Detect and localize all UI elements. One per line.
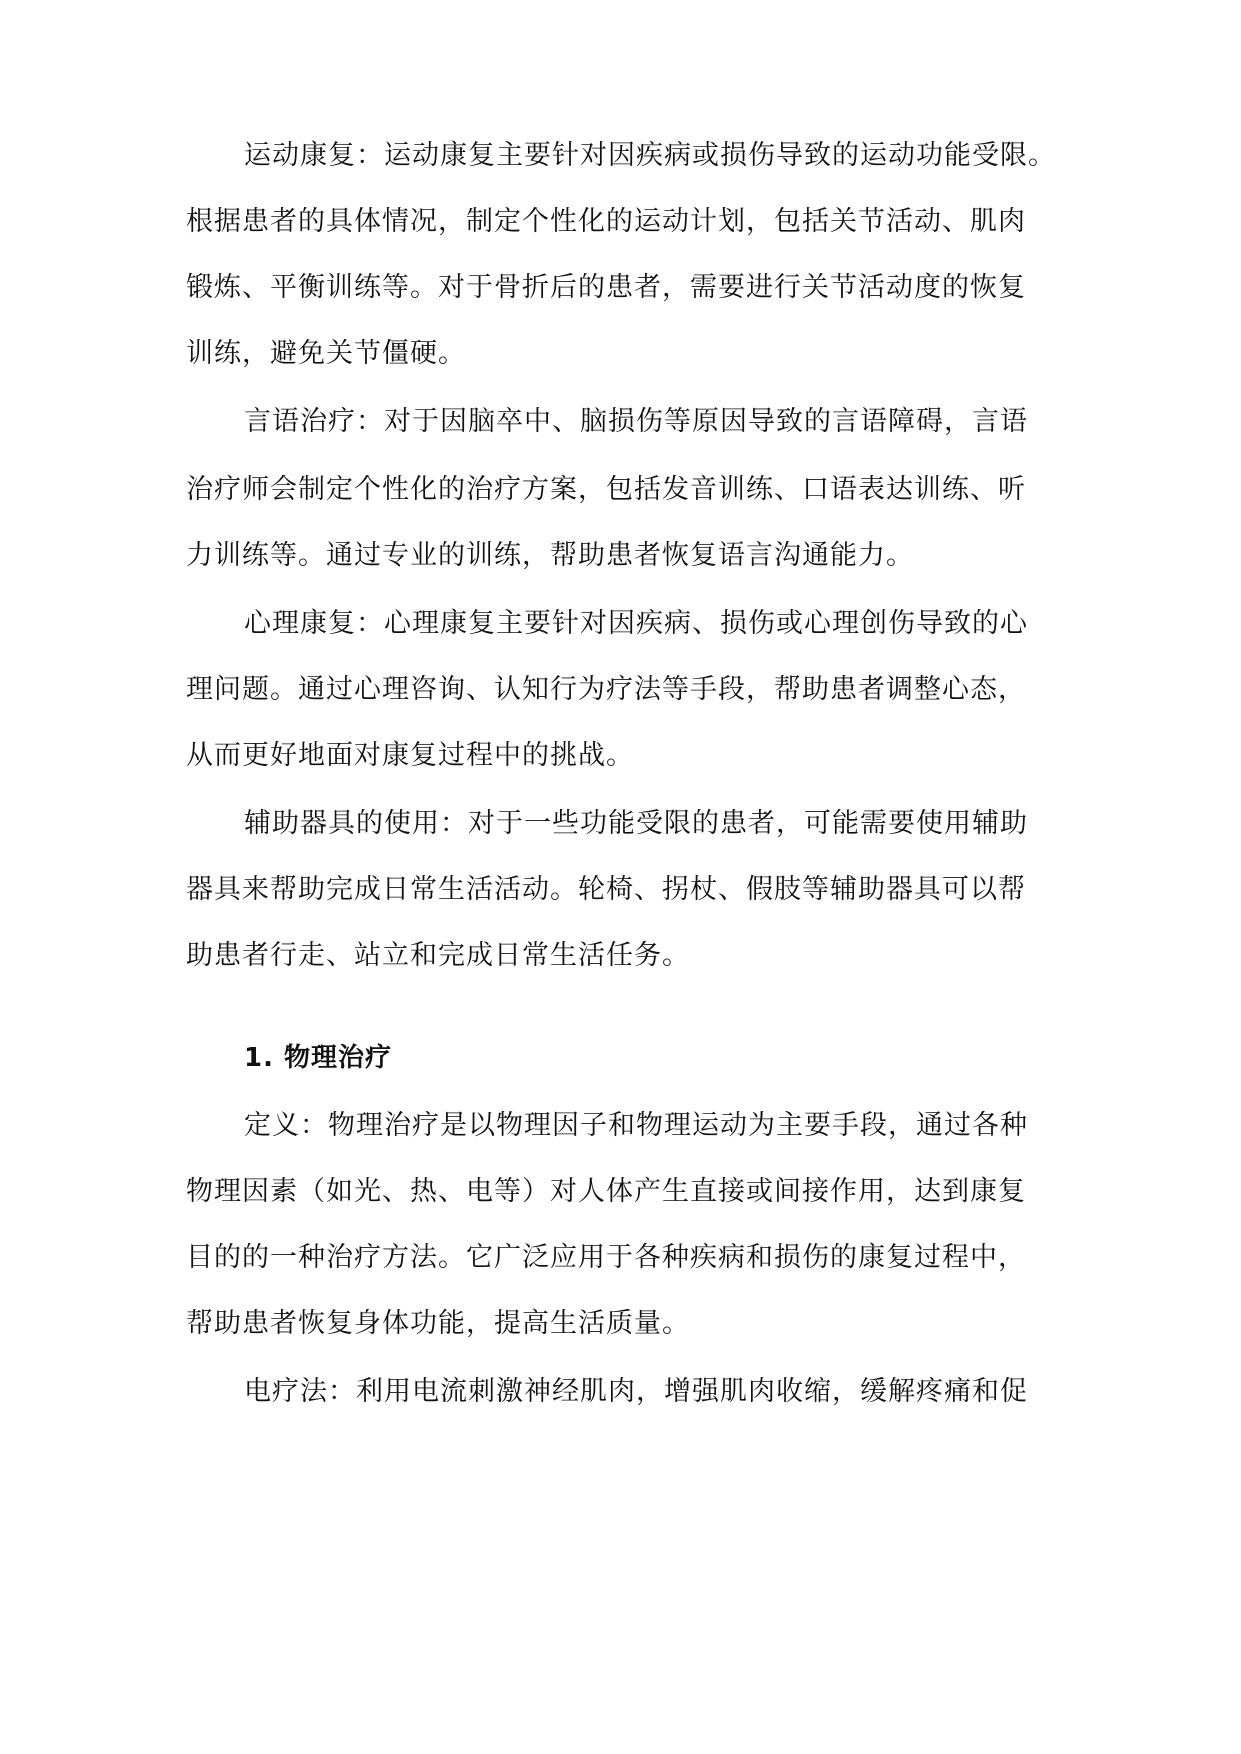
paragraph-line: 理问题。通过心理咨询、认知行为疗法等手段，帮助患者调整心态， bbox=[186, 674, 1026, 705]
paragraph-line: 助患者行走、站立和完成日常生活任务。 bbox=[186, 940, 690, 971]
paragraph-line: 运动康复：运动康复主要针对因疾病或损伤导致的运动功能受限。 bbox=[244, 140, 1056, 171]
paragraph-line: 电疗法：利用电流刺激神经肌肉，增强肌肉收缩，缓解疼痛和促 bbox=[244, 1376, 1028, 1407]
paragraph-line: 力训练等。通过专业的训练，帮助患者恢复语言沟通能力。 bbox=[186, 540, 914, 571]
paragraph-line: 辅助器具的使用：对于一些功能受限的患者，可能需要使用辅助 bbox=[244, 808, 1028, 839]
paragraph-line: 心理康复：心理康复主要针对因疾病、损伤或心理创伤导致的心 bbox=[244, 608, 1028, 639]
paragraph-line: 训练，避免关节僵硬。 bbox=[186, 338, 466, 369]
paragraph-line: 从而更好地面对康复过程中的挑战。 bbox=[186, 740, 634, 771]
paragraph-line: 物理因素（如光、热、电等）对人体产生直接或间接作用，达到康复 bbox=[186, 1176, 1026, 1207]
paragraph-line: 目的的一种治疗方法。它广泛应用于各种疾病和损伤的康复过程中， bbox=[186, 1242, 1026, 1273]
paragraph-line: 帮助患者恢复身体功能，提高生活质量。 bbox=[186, 1308, 690, 1339]
paragraph-line: 根据患者的具体情况，制定个性化的运动计划，包括关节活动、肌肉 bbox=[186, 206, 1026, 237]
paragraph-line: 器具来帮助完成日常生活活动。轮椅、拐杖、假肢等辅助器具可以帮 bbox=[186, 874, 1026, 905]
paragraph-line: 锻炼、平衡训练等。对于骨折后的患者，需要进行关节活动度的恢复 bbox=[186, 272, 1026, 303]
section-heading: 1. 物理治疗 bbox=[244, 1043, 393, 1073]
paragraph-line: 治疗师会制定个性化的治疗方案，包括发音训练、口语表达训练、听 bbox=[186, 474, 1026, 505]
paragraph-line: 言语治疗：对于因脑卒中、脑损伤等原因导致的言语障碍，言语 bbox=[244, 406, 1028, 437]
paragraph-line: 定义：物理治疗是以物理因子和物理运动为主要手段，通过各种 bbox=[244, 1110, 1028, 1141]
